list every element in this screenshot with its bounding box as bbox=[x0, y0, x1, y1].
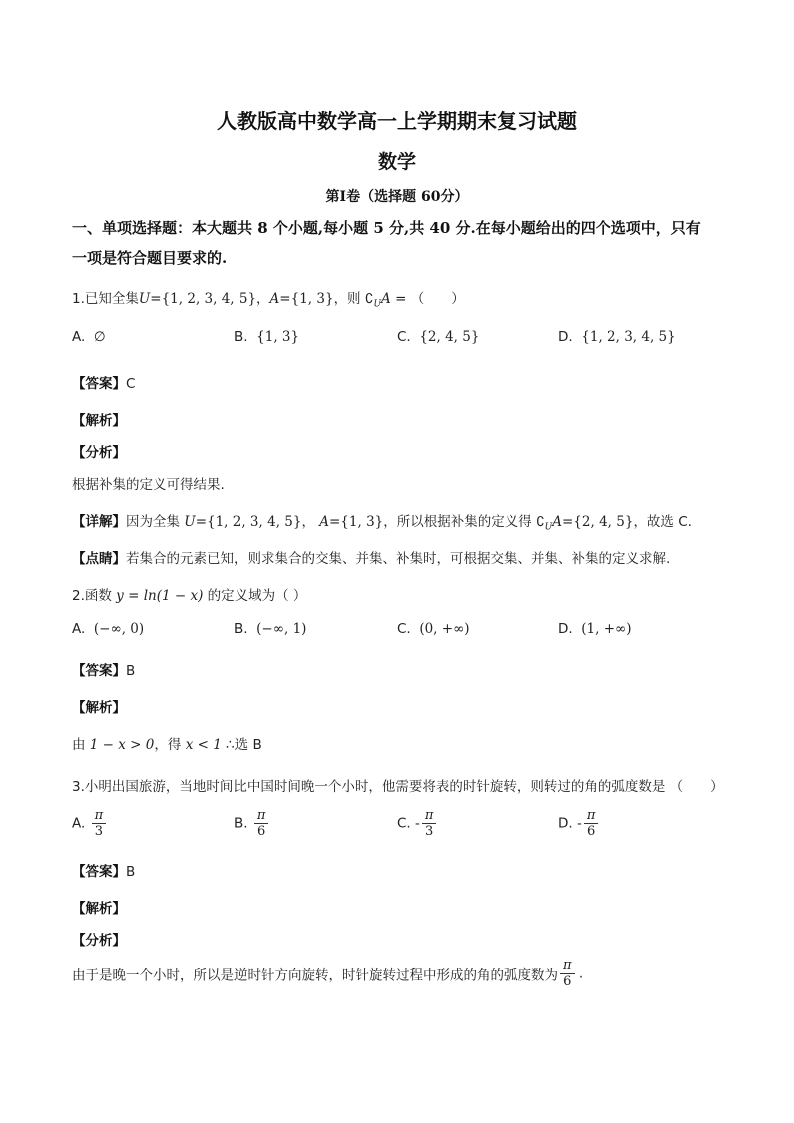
q2-answer: 【答案】B bbox=[72, 663, 136, 679]
q1-analysis-tag: 【解析】 bbox=[72, 413, 126, 429]
question-1-stem: 1.已知全集U={1, 2, 3, 4, 5}，A={1, 3}，则 $∁_UA$ = （ ） bbox=[72, 291, 465, 310]
section-heading-line2: 一项是符合题目要求的. bbox=[72, 249, 228, 267]
question-2-stem: 2.函数 y = ln(1 − x) 的定义域为（ ） bbox=[72, 588, 307, 604]
q1-fenxi-tag: 【分析】 bbox=[72, 445, 126, 461]
question-3-stem: 3.小明出国旅游，当地时间比中国时间晚一个小时，他需要将表的时针旋转，则转过的角的弧度数是 （ ） bbox=[72, 779, 724, 795]
q3-option-c[interactable]: C. - $\frac{\pi}{3}$ bbox=[397, 808, 436, 839]
complement-symbol: ∁ bbox=[364, 291, 374, 307]
q2-option-c[interactable]: C. (0, +∞) bbox=[397, 621, 470, 637]
q1-option-b[interactable]: B. {1, 3} bbox=[234, 329, 300, 345]
q3-option-d[interactable]: D. - $\frac{\pi}{6}$ bbox=[558, 808, 598, 839]
q2-analysis-tag: 【解析】 bbox=[72, 700, 126, 716]
q2-option-d[interactable]: D. (1, +∞) bbox=[558, 621, 632, 637]
q3-analysis-tag: 【解析】 bbox=[72, 901, 126, 917]
q1-point: 【点睛】若集合的元素已知，则求集合的交集、并集、补集时，可根据交集、并集、补集的定义求解. bbox=[72, 551, 671, 567]
q3-answer: 【答案】B bbox=[72, 864, 136, 880]
q1-option-c[interactable]: C. {2, 4, 5} bbox=[397, 329, 480, 345]
q2-solution: 由 1 − x > 0，得 x < 1 ∴选 B bbox=[72, 737, 262, 753]
q3-option-a[interactable]: A. $\frac{\pi}{3}$ bbox=[72, 808, 106, 839]
q2-option-a[interactable]: A. (−∞, 0) bbox=[72, 621, 145, 637]
q1-option-d[interactable]: D. {1, 2, 3, 4, 5} bbox=[558, 329, 676, 345]
q1-detail: 【详解】因为全集 U={1, 2, 3, 4, 5}， A={1, 3}，所以根据补集的定义得 $∁_UA=\{2$, 4, 5}，故选 C. bbox=[72, 514, 692, 533]
q1-fenxi-text: 根据补集的定义可得结果. bbox=[72, 477, 225, 493]
q3-fenxi-text: 由于是晚一个小时，所以是逆时针方向旋转，时针旋转过程中形成的角的弧度数为 $\frac{\pi}{6}$ . bbox=[72, 958, 584, 989]
page-title: 人教版高中数学高一上学期期末复习试题 bbox=[217, 109, 577, 133]
q2-option-b[interactable]: B. (−∞, 1) bbox=[234, 621, 307, 637]
q3-option-b[interactable]: B. $\frac{\pi}{6}$ bbox=[234, 808, 268, 839]
q1-option-a[interactable]: A. ∅ bbox=[72, 329, 106, 345]
q1-answer: 【答案】C bbox=[72, 376, 136, 392]
section-heading-line1: 一、单项选择题：本大题共 8 个小题,每小题 5 分,共 40 分.在每小题给出的四个选项中，只有 bbox=[72, 219, 701, 237]
subject-heading: 数学 bbox=[377, 151, 416, 173]
q3-fenxi-tag: 【分析】 bbox=[72, 933, 126, 949]
volume-heading: 第Ⅰ卷（选择题 60分） bbox=[325, 189, 469, 205]
